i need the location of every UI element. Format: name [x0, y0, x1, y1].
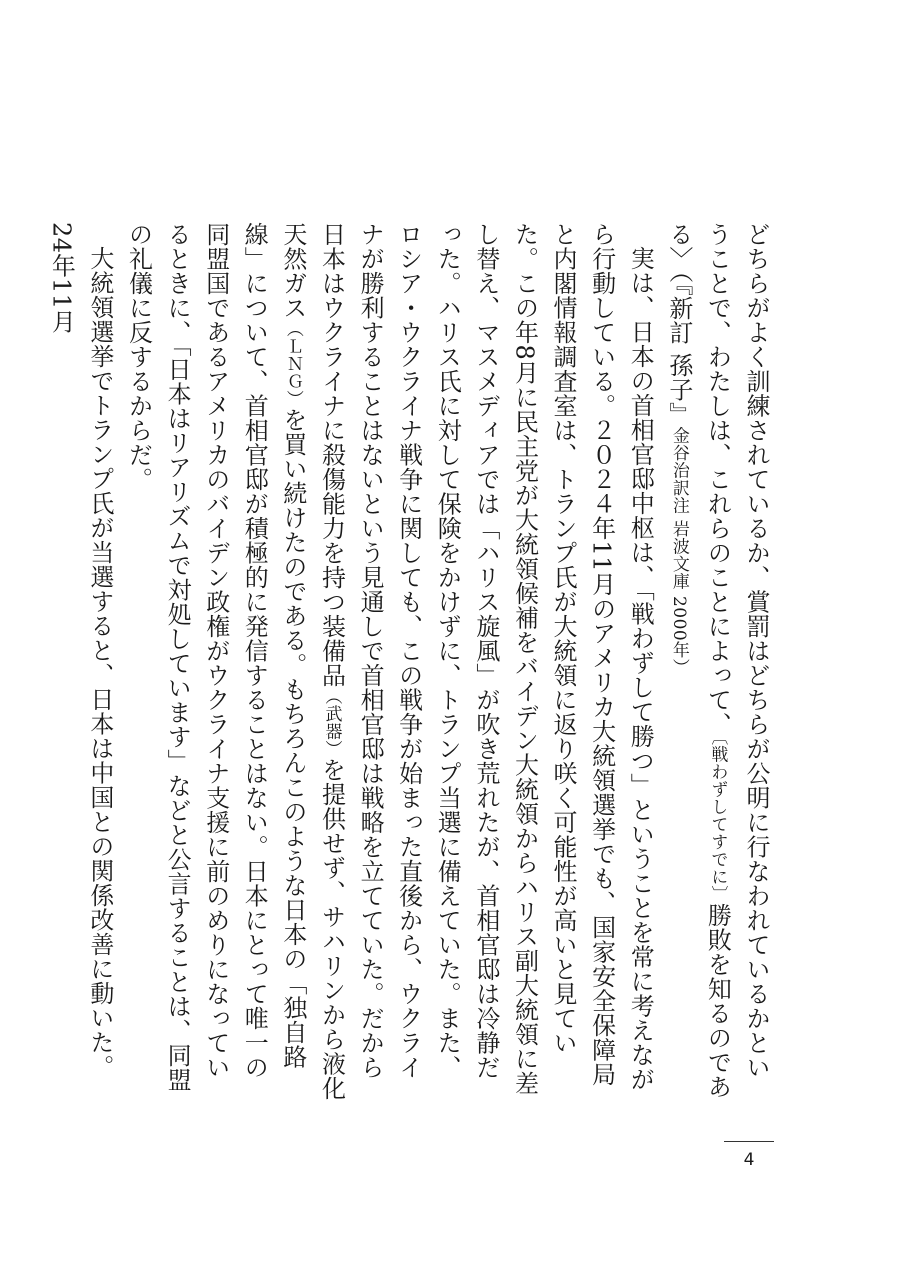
page-number: 4 — [743, 1150, 755, 1170]
page-number-rule — [724, 1141, 774, 1142]
quote-paragraph — [659, 222, 775, 1102]
quote-citation: 金谷治訳注 岩波文庫 2000年） — [668, 426, 689, 677]
paragraph-1-rest: を提供せず、サハリンから液化天然ガス — [278, 222, 346, 1101]
vertical-text-body — [42, 222, 775, 1102]
paragraph-1-note: （武器） — [321, 687, 342, 758]
quote-text: どちらがよく訓練されているか、賞罰はどちらが公明に行なわれているかということで、わたしは、これらのことによって、 — [703, 222, 770, 1080]
quote-source: （『新訂 孫子』 — [664, 271, 693, 427]
paragraph-1-note-2: （ＬＮＧ） — [282, 320, 303, 408]
paragraph-1-text: 実は、日本の首相官邸中枢は、「戦わずして勝つ」ということを常に考えながら行動している。２０２４年11月のアメリカ大統領選挙でも、国家安全保障局と内閣情報調査室は、トランプ氏が大統領に返り咲く可能性が高いと見ていた。この年8月に民主党が大統領候補をバイデン大統領からハリス副大統領に差し替え、マスメディアでは「ハリス旋風」が吹き荒れたが、首相官邸は冷静だった。ハリス氏に対して保険をかけずに、トランプ当選に備えていた。また、ロシア・ウクライナ戦争に関しても、この戦争が始まった直後から、ウクライナが勝利することはないという見通しで首相官邸は戦略を立てていた。だから日本はウクライナに殺傷能力を持つ装備品 — [317, 222, 655, 1096]
body-paragraph-1 — [119, 222, 659, 1102]
paragraph-1-rest-2: を買い続けたのである。もちろんこのような日本の「独自路線」について、首相官邸が積極的に発信することはない。日本にとって唯一の同盟国であるアメリカのバイデン政権がウクライナ支援に前のめりになっているときに、「日本はリアリズムで対処しています」などと公言することは、同盟の礼儀に反するからだ。 — [124, 222, 307, 1092]
quote-note: 〔戦わずしてすでに〕 — [707, 736, 728, 903]
body-paragraph-2: 大統領選挙でトランプ氏が当選すると、日本は中国との関係改善に動いた。24年11月 — [47, 222, 114, 1079]
quote-text-end: 勝敗を知るのである〉 — [664, 222, 732, 1099]
